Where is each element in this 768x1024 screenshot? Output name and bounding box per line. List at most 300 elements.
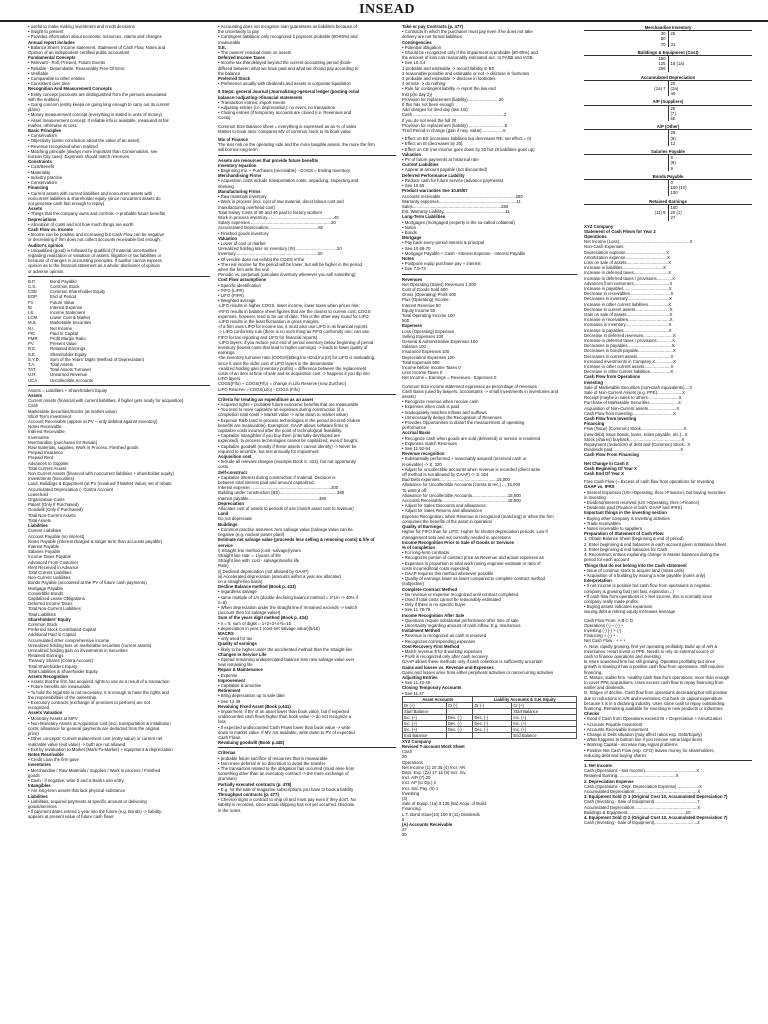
text-line: Allocates cost of assets to periods of use (match asset cost to revenue) xyxy=(218,506,354,512)
abbreviation-value: Common Shareholder Equity xyxy=(50,289,106,295)
abbreviation-key: FV xyxy=(28,299,34,305)
divider xyxy=(584,760,752,761)
bullet-item: • See 11.42-45 xyxy=(402,680,577,685)
text-line: in Investing xyxy=(584,494,606,500)
section-heading: Cash Beginning Of Year X xyxy=(584,465,637,471)
text-line: since it uses the older cost of LIFO layers in the denominator xyxy=(218,360,334,366)
divider xyxy=(218,155,396,156)
section-heading: Notes Receivable xyxy=(28,752,64,758)
text-line: Straight line with: cost - salvage)/useful life xyxy=(218,558,300,564)
text-line: iii) Accelerated depreciation (amounts within a year are allocated xyxy=(218,573,341,579)
text-line: Inst p(to day 2)) xyxy=(402,91,433,97)
text-line: Sale of Equip. (1a) 3 135 (6a) Acqu. of Build. xyxy=(402,801,488,807)
text-line: Cash ............................................................................2 xyxy=(402,112,507,118)
text-line: appears at present value of future cash flows xyxy=(28,814,114,820)
abbreviation-value: Present Value xyxy=(50,341,77,347)
section-heading: Changes in Service Life xyxy=(218,651,267,657)
text-line: Cash Basis (used by lawyers, accountants -> small investments in inventories and xyxy=(402,388,559,394)
text-line: Interest Revenue 50 xyxy=(402,302,441,308)
abbreviation-value: Total Assets Turnover xyxy=(50,367,92,373)
text-line: (account then for salvage value!) xyxy=(218,610,281,616)
text-line: loss xyxy=(218,719,226,725)
t-account-title: Merchandise Inventory xyxy=(584,25,752,31)
bullet-item: • Conservatism xyxy=(28,133,210,138)
table-cell: Inc. (+) xyxy=(512,720,577,726)
text-line: performance xyxy=(402,425,427,431)
bullet-item: • Acquisition of a building by issuing a note payable (notes only) xyxy=(584,573,752,578)
bullet-item: • Capitalize goodwill (mostly if these assets / cannot identify) -> Never be xyxy=(218,444,396,449)
table-subheader: Dr (-) xyxy=(473,702,512,708)
bullet-item: • Weighted average xyxy=(218,298,396,303)
text-line: new remaining life xyxy=(218,662,253,668)
text-line: Merchandise (purchases for Resale) xyxy=(28,439,98,445)
abbreviation-value: Bond Payable xyxy=(50,278,77,284)
bullet-item: • n = 5; sum of digits = 1+2+3+4+5=15 xyxy=(218,621,396,626)
bullet-item: • Expense R&D (and in-process technologies in the period incurred->future xyxy=(218,418,396,423)
debit-entry: 125 xyxy=(584,61,669,66)
t-account-row xyxy=(584,141,752,146)
text-line: earnings xyxy=(218,350,235,356)
bullet-item: • Liabilities, required payments at specific amount or delivering xyxy=(28,799,210,804)
text-line: Investments (Securities) xyxy=(28,476,75,482)
section-heading: balance->adjusting->financial statements xyxy=(218,94,303,100)
text-line: earlier and dividends. xyxy=(584,685,625,691)
text-line: ii) Declined depreciation (not allowed by GAAP) xyxy=(218,568,309,574)
credit-entry: 100 (10) xyxy=(670,185,687,191)
bullet-item: • Quality of earnings lower as lower compared to complete contract method xyxy=(402,576,577,581)
text-line: Accumulated Depreciation.....................................................X xyxy=(584,804,701,810)
credit-entry: 31 xyxy=(670,41,676,47)
text-line: Total Liabilities & Shareholder Equity xyxy=(28,668,98,674)
credit-entry: 12 xyxy=(670,140,676,146)
text-line: or adverse opinion. xyxy=(28,268,65,274)
text-line: due to reductions in A/R and inventories. Cut back on capital expenditure xyxy=(584,695,723,701)
section-heading: Quality of Earnings: xyxy=(402,524,443,530)
text-line: Current Liabilities xyxy=(28,528,62,534)
bullet-item: • Adjusting entries (i.e. depreciation): no event, no transaction xyxy=(218,105,396,110)
text-line: Accumulated other comprehensive income xyxy=(28,637,110,643)
text-line: company is growing fast (net fast, expansion...) xyxy=(584,588,674,594)
table-cell: Inc. (+) xyxy=(403,714,447,720)
credit-entry: 20 xyxy=(670,80,676,86)
bullet-item: • probable future sacrifice of resources that is measurable xyxy=(218,756,396,761)
bullet-item: • If net income is positive but cash flow from operations is negative, xyxy=(584,583,752,588)
text-line: Korean City case): Expenses should match revenues. xyxy=(28,154,131,160)
bullet-item: • Finished goods inventory xyxy=(218,231,396,236)
text-line: Common Size income statement expresses as percentage of revenues xyxy=(402,383,537,389)
t-account xyxy=(584,75,752,97)
text-line: Opinion of an independent certified public accountant xyxy=(28,50,130,56)
abbreviation-value: Lower Cost & Market xyxy=(50,315,91,321)
abbreviation-key: TAT xyxy=(28,367,36,373)
bullet-item: • Income tax that delayed beyond the current accounting period (book- xyxy=(218,60,396,65)
bullet-item: • Effect on BS (increases liabilities but decreases RE: net effect = 0) xyxy=(402,136,577,141)
text-line: the balance xyxy=(218,70,241,76)
text-line: Total Operating Income 100 xyxy=(402,312,455,318)
text-line: -> LIFO conformity rule (there is no such thing as FIFO conformity rule; can use xyxy=(218,329,370,335)
t-account xyxy=(584,25,752,47)
credit-entry: (9) xyxy=(670,160,676,166)
table-subheader: Dr (+) xyxy=(403,702,447,708)
text-line: To write it off: xyxy=(402,487,428,493)
text-line: Net Cash Flow - + + + xyxy=(584,638,626,644)
bullet-item: • Effect on CE (net income goes down by 20 but 20 liabilities goes up) xyxy=(402,147,577,152)
debit-entry xyxy=(584,91,669,96)
text-line: not generate cash fast enough to repay) xyxy=(28,200,105,206)
bullet-item: • Accounts Payable movement xyxy=(584,722,752,727)
abbreviation-value: Income Statement xyxy=(50,309,85,315)
text-line: Purchase of Marketable Securities........................X xyxy=(584,400,681,406)
credit-entry: (7) xyxy=(670,110,676,116)
bullet-item: • Assets that the firm has acquired rights to use as a result of a transaction xyxy=(28,679,210,684)
section-heading: Preferred Stock xyxy=(218,76,251,82)
section-heading: Fundamental Concepts xyxy=(28,55,76,61)
text-line: Net Income (Loss)...........................................................X xyxy=(584,239,693,245)
bullet-item: • Consistent over time xyxy=(28,81,210,86)
text-line: Operations xyxy=(402,759,424,765)
bullet-item: • Executory contracts (exchange of promises to perform) are not xyxy=(28,700,210,705)
text-line: Sale of Non-Current Assets (e.g. PPE).....................X xyxy=(584,390,686,395)
divider xyxy=(28,385,210,386)
text-line: Expense Recognition: when Revenue is recognized (matching) or when the firm xyxy=(402,513,554,519)
table-cell: Inc. (+) xyxy=(512,726,577,732)
bullet-item: • If cash flow from operations is > Net Income, this is normally since xyxy=(584,594,752,599)
section-heading: 2. Depreciation Expense xyxy=(584,778,634,784)
bullet-item: • Acquisition costs include transportation costs, unpacking, inspecting and xyxy=(218,178,396,183)
text-line: off method is not allowed by GAAP) -> S. 324 xyxy=(402,472,489,478)
text-line: in the notes. xyxy=(218,807,242,813)
section-heading: Things that do not belong into the Cash statement xyxy=(584,562,687,568)
text-line: Convertible Bonds xyxy=(28,590,64,596)
text-line: LIFO layers xyxy=(218,376,241,382)
bullet-item: • Adjust for uncollectible accounts when revenue is recorded (direct write xyxy=(402,467,577,472)
text-line: regarding realization or valuation of assets, litigation or tax liabilities or xyxy=(28,252,162,258)
abbreviation-key: EOP xyxy=(28,294,38,300)
table-header: Asset Accounts xyxy=(403,696,473,702)
text-line: Total Non-Current Assets xyxy=(28,512,76,518)
text-line: 27 xyxy=(402,827,407,833)
text-line: Increase in payables......................................X xyxy=(584,327,672,333)
abbreviation-key: PMR xyxy=(28,335,38,341)
section-heading: Assets Recognition xyxy=(28,673,69,679)
bullet-item: • Rule for contingent liability -> report the low end xyxy=(402,86,577,91)
bullet-item: • Change in Debt situation (may affect ratios esp. Debt/Equity) xyxy=(584,732,752,737)
section-heading: Annual report includes xyxy=(28,39,75,45)
text-line: -FIFO results in balance sheet figures that are the closest to current cost; COGS xyxy=(218,308,371,314)
bullet-item: • insight to present xyxy=(28,29,210,34)
text-line: Account Receivable (appear at PV -- only debited against Inventory) xyxy=(28,419,158,425)
text-line: Increase in payables......................................X xyxy=(584,285,672,291)
text-line: Marketable Securities/Stocks (at market value) xyxy=(28,408,117,414)
text-line: Sale of Marketable Securities (non-cash equivalents)....X xyxy=(584,384,693,390)
column-3-notes xyxy=(402,24,577,696)
section-heading: Shareholders' Equity xyxy=(28,616,71,622)
text-line: realizable value (exit value) -> both are not allowed xyxy=(28,741,126,747)
text-line: Increased investments in Company X...............X xyxy=(584,358,676,364)
section-heading: Revised T-account Work Sheet xyxy=(402,744,465,749)
table-cell: Dec. (-) xyxy=(446,726,473,732)
text-line: Common Size Balance sheet = everything is expressed as an % of sales xyxy=(218,123,357,129)
debit-entry xyxy=(584,190,669,195)
section-heading: Quality of earnings xyxy=(218,641,257,647)
bullet-item: • See 7.9-73 xyxy=(402,266,577,271)
abbreviation-value: Net Income xyxy=(50,325,72,331)
bullet-item: • depreciation in year 1 (cost-net salvage value)(5/15) xyxy=(218,626,396,631)
section-heading: Deferred Income Taxes xyxy=(218,55,265,61)
bullet-item: • Cash - if negative, write 0 and a Bank Loan entry. xyxy=(28,778,210,783)
debit-entry: (1a) 7 xyxy=(584,86,669,91)
bullet-item: • FIFO (LIFR) xyxy=(218,288,396,293)
credit-entry xyxy=(669,66,753,71)
credit-entry: 150 xyxy=(670,204,678,210)
text-line: when the firm sells the unit xyxy=(218,266,269,272)
bullet-item: • Asset measurement concept: If reliable info is available, measured at fair xyxy=(28,118,210,123)
abbreviation-value: Sum of the Years' Digits (Method of Depreciation) xyxy=(50,356,144,362)
bullet-item: • Preference usually with dividends and assets in corporate liquidation xyxy=(218,81,396,86)
text-line: Accumulated Depreciation..........................................60 xyxy=(218,225,324,231)
text-line: Preferred Stock Contributed Capital xyxy=(28,627,96,633)
bullet-item: • Cost/Benefit xyxy=(28,164,210,169)
text-line: market, otherwise at cost. xyxy=(28,122,77,128)
text-line: Financing xyxy=(402,806,421,812)
text-line: growth is slowing it has a positive cash flow from operations. Still requires xyxy=(584,664,724,670)
cash-flow-statement xyxy=(584,224,752,826)
text-line: Rent Received in Advance xyxy=(28,564,79,570)
text-line: Decreases in payables.....................................X xyxy=(584,343,675,349)
text-line: Gross (Operating) Profit 400 xyxy=(402,292,456,298)
bullet-item: • Capitalize interest during construction if material. Decision is xyxy=(218,475,396,480)
text-line: Buildings & Equipment.................................................10 xyxy=(584,809,691,815)
abbreviation-key: CSE xyxy=(28,289,37,295)
text-line: cash to finance operations and investing. xyxy=(584,653,662,659)
section-heading: Revenue recognition xyxy=(402,451,445,457)
text-line: Building under construction (BS)................................................380 xyxy=(218,490,345,496)
bullet-item: • Inadequately matches Inflows and outflows xyxy=(402,410,577,415)
text-line: issuing debt & retiring equity increases leverage xyxy=(584,609,676,615)
abbreviation-value: Marketable Securities xyxy=(50,320,92,326)
text-line: Gains and losses arise from either peripheral activities or nonrecurring activities xyxy=(402,669,554,675)
section-heading: Income Recognition Prior to Sale of Goods or Services xyxy=(402,539,514,545)
text-line: the amount of loss can reasonably estimated acc. to FASB and IASB xyxy=(402,55,533,61)
debit-entry: 70 xyxy=(584,42,669,47)
bullet-item: • Accounting does not recognize loan guarantees as liabilities because of xyxy=(218,24,396,29)
bullet-item: • Include all relevant charges (example Book S. 423), but not opportunity xyxy=(218,459,396,464)
bullet-item: • Relevant - Roll, Present, Future Events xyxy=(28,60,210,65)
section-heading: Assets xyxy=(28,206,43,212)
section-heading: Checks xyxy=(584,711,600,717)
text-line: Free Cash Flow (= Excess of cash flow from operations for Investing xyxy=(584,479,715,485)
bullet-item: • Good if Cash from Operations exceed NI + Depreciation + Amortization xyxy=(584,716,752,721)
table-cell: End Balance xyxy=(403,732,447,738)
text-line: Cash xyxy=(402,749,413,755)
text-line: D. Stages of decline. Cash flow from operations decreasing but still positive xyxy=(584,690,728,696)
credit-entry: 25 xyxy=(670,105,676,111)
bullet-item: • Should be recognized only if the impairment is probable (80-85%) and xyxy=(402,50,577,55)
text-line: consumes the benefits of the asset in operation xyxy=(402,518,493,524)
section-heading: Cash Flow from Operations xyxy=(584,374,641,380)
bullet-item: • LIFO (FIFR) xyxy=(218,293,396,298)
section-heading: Valuation xyxy=(402,151,422,157)
abbreviation-value: End of Period xyxy=(50,294,77,300)
text-line: Decrease in deferred revenues.........................X xyxy=(584,332,676,338)
section-heading: Intangibles xyxy=(28,783,51,789)
bullet-item: • Merchandise / Raw Materials / Supplies / Work in process / Finished xyxy=(28,768,210,773)
text-line: Income before Income Taxes 0 xyxy=(402,365,461,370)
bullet-item: • The transaction related to the obligation has occurred (must arise from xyxy=(218,766,396,771)
abbreviation-key: B.P. xyxy=(28,278,36,284)
text-line: reducing debt and buying shares xyxy=(584,752,647,758)
credit-entry: 40 xyxy=(670,91,676,97)
bullet-item: • Notes receivable to suppliers xyxy=(584,526,752,531)
text-line: because of changes in accounting principles. If auditor cannot express xyxy=(28,258,162,264)
bullet-item: • Expenses match Revenues xyxy=(402,441,577,446)
bullet-item: • Going concern (entity keeps on going long enough to carry out its current xyxy=(28,102,210,107)
text-line: or decreasing if firm does not collect accounts receivable fast enough. xyxy=(28,237,161,243)
table-cell: Dec. (-) xyxy=(446,714,473,720)
bullet-item: • To hold the legal title is not necessary. It is enough to have the rights and xyxy=(28,690,210,695)
section-heading: Inventories xyxy=(28,762,51,768)
text-line: 3 probable and estimable -> disclose in footnotes xyxy=(402,76,496,82)
bullet-item: • Issue of common stock to acquire land (notes ords) xyxy=(584,568,752,573)
section-heading: Cash Flow From Financing xyxy=(584,452,639,458)
section-heading: Financing xyxy=(584,421,605,427)
section-heading: Revaluing Fixed Asset (Book p.441) xyxy=(218,703,291,709)
t-account-row xyxy=(584,42,752,47)
text-line: Decrease in other current liabilities.................X xyxy=(584,369,674,375)
text-line: Notes Receivable xyxy=(28,424,62,430)
text-line: Increase in other current assets......................X xyxy=(584,363,674,369)
column-4 xyxy=(584,24,752,1020)
text-line: Depreciation expense..................................X xyxy=(584,249,670,255)
text-line: FIFO for tax reporting and LIFO for financial reports) xyxy=(218,334,318,340)
text-line: Unrealized holding gain on investments in Securities xyxy=(28,647,128,653)
text-line: Common Stock xyxy=(28,621,58,627)
section-heading: Estimate net salvage value (proceeds less selling & removing costs) & life of xyxy=(218,537,375,543)
text-line: Leasehold xyxy=(28,491,48,497)
debit-entry xyxy=(584,116,669,121)
section-heading: Partially executed contracts (p. 478) xyxy=(218,781,292,787)
table-cell: Dec. (-) xyxy=(473,726,512,732)
credit-entry: 9 xyxy=(670,165,673,171)
text-line: delivery are not formal liabilities. xyxy=(402,34,464,40)
bullet-item: • Recognizes portion of contract price as Revenue and actual expenses as xyxy=(402,555,577,560)
t-account-row xyxy=(584,66,752,71)
text-line: Net Income = Earnings = Revenues - Expenses 0 xyxy=(402,375,497,381)
bullet-item: • If expected undiscounted Cash Flows lower than book value -> write xyxy=(218,725,396,730)
text-line: Amortization expense...................................X xyxy=(584,254,670,260)
bullet-item: • Of vendee does not exhibit the COGS in'the xyxy=(218,257,396,262)
bullet-item: • Non-Monetary Assets at Acquisition cost (incl. transportation & installation xyxy=(28,721,210,726)
bullet-item: • Acquired rights + probable future economic benefits that are measurable xyxy=(218,402,396,407)
bullet-item: • Provides information about economic resources, claims and changes xyxy=(28,34,210,39)
text-line: Provision for replacement (liability)..........................20 xyxy=(402,96,504,102)
bullet-item: • For long-term contracts xyxy=(402,550,577,555)
section-heading: Buildings xyxy=(218,521,238,527)
text-line: Rate) xyxy=(218,563,229,569)
divider xyxy=(218,747,396,748)
text-line: Interest expense ...................................................................200 xyxy=(218,485,339,491)
section-heading: Product warranties See 10.65/67 xyxy=(402,188,468,194)
section-heading: Improvement xyxy=(218,677,245,683)
text-line: Less Income Taxes 0 xyxy=(402,370,443,376)
bullet-item: • Capitalise & amortise xyxy=(218,683,396,688)
credit-entry: 18 (1a) xyxy=(670,61,685,67)
text-line: Total Expenses 500 xyxy=(402,359,440,365)
section-heading: GAAP vs. IFRS xyxy=(584,484,615,490)
debit-entry: 30 xyxy=(584,31,669,36)
text-line: inventory (lowest costs that lead to higher earnings) -> leads to lower quality of xyxy=(218,344,368,350)
text-line: Cash (Investing - Sale of Equipment)....................................2 xyxy=(584,820,700,826)
text-line: Salaries 100 xyxy=(402,344,426,350)
section-heading: Cost-Recovery First Method xyxy=(402,643,460,649)
text-line: Periodic vs. perpetual (calculate inventory whenever you sell something) xyxy=(218,272,356,278)
text-line: Total Shareholders Equity xyxy=(28,663,77,669)
text-line: manufacturing overhead cost) xyxy=(218,204,275,210)
abbreviation-key: S.Y.D. xyxy=(28,356,40,362)
section-heading: Manufacturing Firms xyxy=(218,188,261,194)
text-line: Non-Cash Expenses xyxy=(584,244,624,250)
section-heading: Instalment Method xyxy=(402,628,440,634)
text-line: Decrease in current assets.............................X xyxy=(584,306,673,312)
text-line: Do not depreciate xyxy=(218,516,252,522)
text-line: Bonds Payable (accounted at the PV of future cash payments) xyxy=(28,580,147,586)
bullet-item: • Income can be positive and increasing but Cash Flow can be negative xyxy=(28,232,210,237)
text-line: expensed). In-process technologies cannot be capitalized, even if bought. xyxy=(218,438,358,444)
bullet-item: • Common practice assumes zero salvage value (salvage value can be xyxy=(218,527,396,532)
t-account-row xyxy=(584,116,752,121)
credit-entry: (2a) xyxy=(670,86,679,92)
text-line: financing. xyxy=(584,669,603,675)
section-heading: Interpretation xyxy=(584,578,612,584)
debit-entry: 80 xyxy=(584,36,669,41)
text-line: Capitalized Lease Obligations xyxy=(28,595,85,601)
text-line: Inventories. Heart invest in PPE. Needs to rely on external source of xyxy=(584,648,714,654)
text-line: Higher for FIFO than for LIFO; Higher for shorter depreciation periods. Low if xyxy=(402,529,548,535)
section-heading: Adjusting Entries xyxy=(402,674,438,680)
text-line: Increase in deferred taxes / provisions.............X xyxy=(584,275,675,281)
text-line: expenses, however, tend to be out of date. This is the other way round for LIFO. xyxy=(218,313,370,319)
abbreviation-value: Profit Margin Ratio xyxy=(50,335,86,341)
text-line: 4. Reconstruct entries explaining change in Master balances during the xyxy=(584,552,720,558)
abbreviation-key: M.S. xyxy=(28,320,37,326)
text-line: Prepaid Insurance xyxy=(28,450,63,456)
section-heading: Depreciations xyxy=(28,216,57,222)
text-line: Salaries Payable xyxy=(28,549,61,555)
text-line: undiscounted cash flows higher than book value -> do not recognize a xyxy=(218,714,352,720)
text-line: General & Administrative Expenses 100 xyxy=(402,338,478,344)
text-line: completion total costs > Market value -> write down to market value) xyxy=(218,412,348,418)
section-heading: Income Recognition After Sale xyxy=(402,612,465,618)
text-line: Receipt (maybe in sales to others..........................X xyxy=(584,395,682,401)
bullet-item: • Mortgages (mortgaged property is the so-called collateral) xyxy=(402,220,577,225)
t-account-title: Retained Earnings xyxy=(584,199,752,205)
text-line: C. Mature, stable firm. Healthy cash flow from operations; more than enough xyxy=(584,674,730,680)
text-line: receivable) -> S. 320 xyxy=(402,461,442,467)
section-heading: Liabilities xyxy=(28,523,48,529)
text-line: Gain on sale of assets....................................X xyxy=(584,311,673,317)
section-heading: Constraints xyxy=(28,159,52,165)
text-line: GAAP allows these methods only if cash collection is sufficiently uncertain xyxy=(402,659,543,665)
text-line: Cash Flow From: A B C D xyxy=(584,617,633,623)
text-line: costs; allowance for general payments are deducted from the original xyxy=(28,726,160,732)
text-line: Prepaid Rent xyxy=(28,455,54,461)
credit-entry: (8) xyxy=(670,135,676,141)
text-line: L.T. Bond Issue(10) 100 8 (11) Dividends xyxy=(402,811,480,817)
text-line: Bad Debt expenses................................................15,000 xyxy=(402,477,510,483)
debit-entry: 150 xyxy=(584,56,669,61)
section-heading: Mix of Finance xyxy=(218,137,248,143)
bullet-item: • Comparable to other entities xyxy=(28,76,210,81)
